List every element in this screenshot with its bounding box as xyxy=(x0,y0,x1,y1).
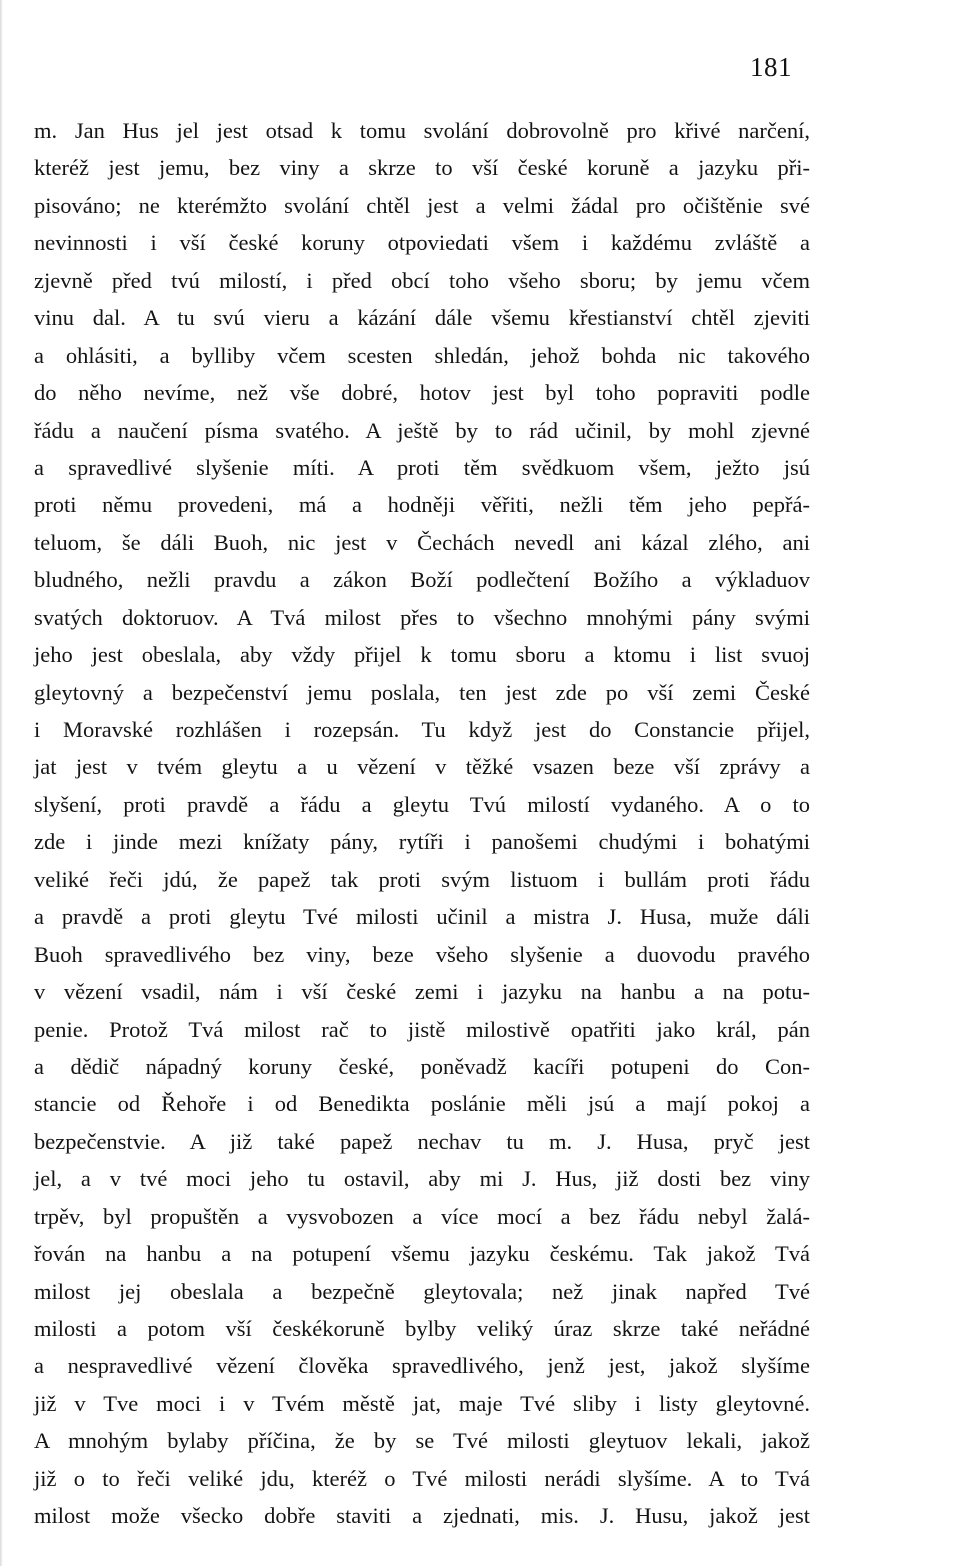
text-line: proti němu provedeni, má a hodněji věřiti, nežli těm jeho pepřá- xyxy=(34,492,810,518)
text-line: penie. Protož Tvá milost rač to jistě milostivě opatřiti jako král, pán xyxy=(34,1016,810,1042)
text-line: bezpečenstvie. A již také papež nechav tu m. J. Husa, pryč jest xyxy=(34,1128,810,1154)
text-line: jeho jest obeslala, aby vždy přijel k tomu sboru a ktomu i list svuoj xyxy=(34,642,810,668)
text-line: jat jest v tvém gleytu a u vězení v těžké vsazen beze vší zprávy a xyxy=(34,754,810,780)
text-line: bludného, nežli pravdu a zákon Boží podlečtení Božího a výkladuov xyxy=(34,567,810,593)
text-line: řádu a naučení písma svatého. A ještě by to rád učinil, by mohl zjevné xyxy=(34,417,810,443)
text-line: m. Jan Hus jel jest otsad k tomu svolání dobrovolně pro křivé narčení, xyxy=(34,118,810,143)
text-line: a pravdě a proti gleytu Tvé milosti učinil a mistra J. Husa, muže dáli xyxy=(34,904,810,930)
scan-edge xyxy=(0,0,3,1566)
text-line: stancie od Řehoře i od Benedikta poslánie měli jsú a mají pokoj a xyxy=(34,1091,810,1117)
text-line: již o to řeči veliké jdu, kteréž o Tvé milosti nerádi slyšíme. A to Tvá xyxy=(34,1465,810,1491)
text-line: do něho nevíme, než vše dobré, hotov jest byl toho popraviti podle xyxy=(34,380,810,406)
text-line: gleytovný a bezpečenství jemu poslala, ten jest zde po vší zemi České xyxy=(34,679,810,705)
text-line: i Moravské rozhlášen i rozepsán. Tu když jest do Constancie přijel, xyxy=(34,717,810,742)
text-line: jel, a v tvé moci jeho tu ostavil, aby mi J. Hus, již dosti bez viny xyxy=(34,1166,810,1192)
text-line: a dědič nápadný koruny české, poněvadž kacíři potupeni do Con- xyxy=(34,1053,810,1079)
body-text xyxy=(34,112,810,1535)
text-line: v vězení vsadil, nám i vší české zemi i jazyku na hanbu a na potu- xyxy=(34,979,810,1005)
text-line: veliké řeči jdú, že papež tak proti svým listuom i bullám proti řádu xyxy=(34,866,810,892)
text-line: vinu dal. A tu svú vieru a kázání dále všemu křestianství chtěl zjeviti xyxy=(34,305,810,331)
text-line: teluom, še dáli Buoh, nic jest v Čechách nevedl ani kázal zlého, ani xyxy=(34,529,810,555)
text-line: milost jej obeslala a bezpečně gleytovala; než jinak napřed Tvé xyxy=(34,1278,810,1304)
text-line: Buoh spravedlivého bez viny, beze všeho slyšenie a duovodu pravého xyxy=(34,941,810,967)
text-line: již v Tve moci i v Tvém městě jat, maje Tvé sliby i listy gleytovné. xyxy=(34,1390,810,1416)
text-line: a nespravedlivé vězení člověka spravedlivého, jenž jest, jakož slyšíme xyxy=(34,1353,810,1379)
text-line: řován na hanbu a na potupení všemu jazyku českému. Tak jakož Tvá xyxy=(34,1241,810,1267)
text-line: zjevně před tvú milostí, i před obcí toho všeho sboru; by jemu včem xyxy=(34,267,810,293)
text-line: trpěv, byl propuštěn a vysvobozen a více mocí a bez řádu nebyl žalá- xyxy=(34,1203,810,1229)
text-line: milosti a potom vší českékoruně bylby veliký úraz skrze také neřádné xyxy=(34,1316,810,1341)
text-line: milost može všecko dobře staviti a zjednati, mis. J. Husu, jakož jest xyxy=(34,1503,810,1529)
text-line: zde i jinde mezi knížaty pány, rytíři i panošemi chudými i bohatými xyxy=(34,829,810,855)
page-number: 181 xyxy=(750,52,792,82)
text-line: a ohlásiti, a bylliby včem scesten shledán, jehož bohda nic takového xyxy=(34,342,810,368)
text-line: a spravedlivé slyšenie míti. A proti těm svědkuom všem, ježto jsú xyxy=(34,454,810,480)
text-line: pisováno; ne kterémžto svolání chtěl jest a velmi žádal pro očištěnie své xyxy=(34,192,810,218)
text-line: kteréž jest jemu, bez viny a skrze to vší české koruně a jazyku při- xyxy=(34,155,810,181)
text-line: A mnohým bylaby příčina, že by se Tvé milosti gleytuov lekali, jakož xyxy=(34,1428,810,1454)
text-line: slyšení, proti pravdě a řádu a gleytu Tvú milostí vydaného. A o to xyxy=(34,791,810,817)
text-line: nevinnosti i vší české koruny otpoviedati všem i každému zvláště a xyxy=(34,230,810,256)
text-line: svatých doktoruov. A Tvá milost přes to všechno mnohými pány svými xyxy=(34,604,810,630)
